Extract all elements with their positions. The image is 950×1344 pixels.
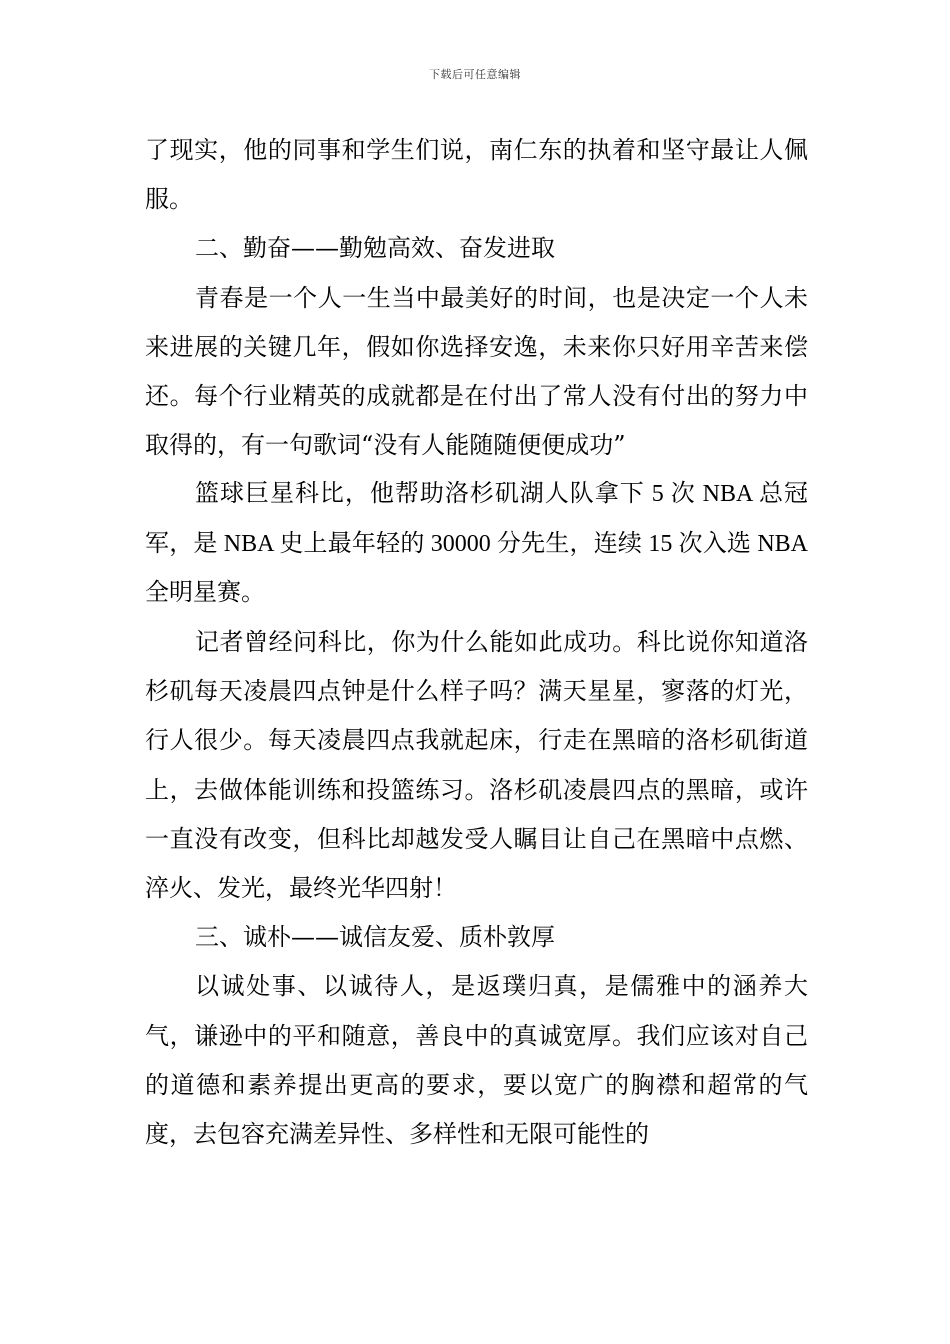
section-heading-diligence: 二、勤奋——勤勉高效、奋发进取 (195, 234, 555, 263)
paragraph-youth: 青春是一个人一生当中最美好的时间，也是决定一个人未来进展的关键几年，假如你选择安逸，未来你只好用辛苦来偿还。每个行业精英的成就都是在付出了常人没有付出的努力中取得的，有一句歌词“没有人能随随便便成功” (145, 283, 808, 460)
paragraph-continuation: 了现实，他的同事和学生们说，南仁东的执着和坚守最让人佩服。 (145, 136, 808, 214)
page-header: 下载后可任意编辑 (429, 68, 521, 81)
paragraph-kobe-achievements: 篮球巨星科比，他帮助洛杉矶湖人队拿下 5 次 NBA 总冠军，是 NBA 史上最年轻的 30000 分先生，连续 15 次入选 NBA 全明星赛。 (145, 481, 808, 606)
paragraph-sincerity: 以诚处事、以诚待人，是返璞归真，是儒雅中的涵养大气，谦逊中的平和随意，善良中的真诚宽厚。我们应该对自己的道德和素养提出更高的要求，要以宽广的胸襟和超常的气度，去包容充满差异性、多样性和无限可能性的 (145, 972, 808, 1149)
section-heading-integrity: 三、诚朴——诚信友爱、质朴敦厚 (195, 923, 555, 952)
paragraph-kobe-interview: 记者曾经问科比，你为什么能如此成功。科比说你知道洛杉矶每天凌晨四点钟是什么样子吗？满天星星，寥落的灯光，行人很少。每天凌晨四点我就起床，行走在黑暗的洛杉矶街道上，去做体能训练和投篮练习。洛杉矶凌晨四点的黑暗，或许一直没有改变，但科比却越发受人瞩目让自己在黑暗中点燃、淬火、发光，最终光华四射！ (145, 628, 808, 903)
document-body (145, 126, 808, 1159)
